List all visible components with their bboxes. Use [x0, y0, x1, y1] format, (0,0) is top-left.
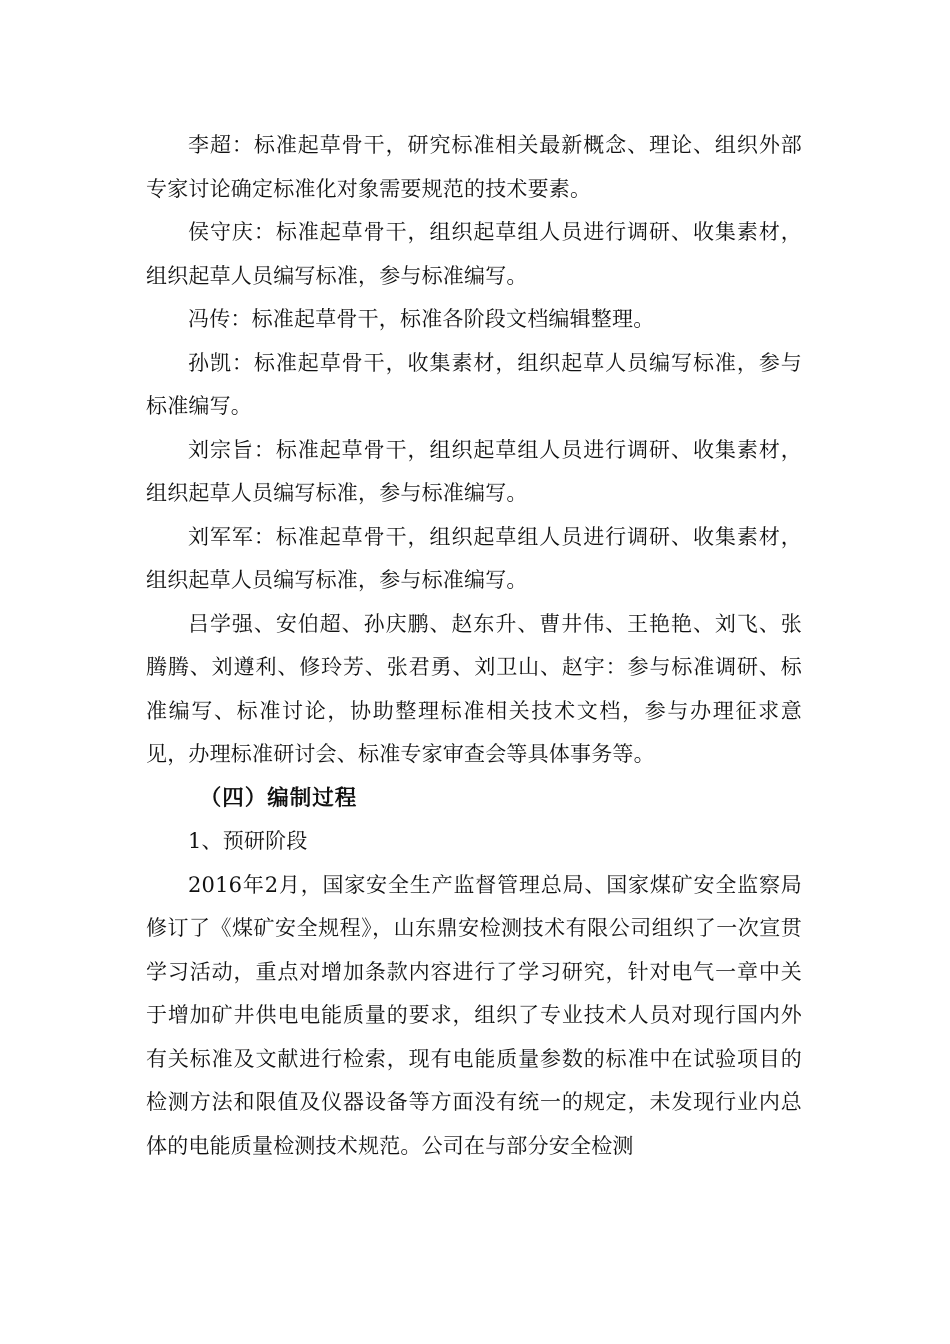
section-heading: （四）编制过程 [199, 785, 358, 811]
paragraph-feng-chuan: 冯传：标准起草骨干，标准各阶段文档编辑整理。 [188, 307, 655, 331]
paragraph-hou-shouqing: 侯守庆：标准起草骨干，组织起草组人员进行调研、收集素材，组织起草人员编写标准，参与标准编写。 [146, 220, 802, 288]
paragraph-participants: 吕学强、安伯超、孙庆鹏、赵东升、曹井伟、王艳艳、刘飞、张腾腾、刘遵利、修玲芳、张君勇、刘卫山、赵宇：参与标准调研、标准编写、标准讨论，协助整理标准相关技术文档，参与办理征求意见，办理标准研讨会、标准专家审查会等具体事务等。 [146, 611, 802, 766]
subsection-heading: 1、预研阶段 [188, 829, 308, 853]
paragraph-liu-junjun: 刘军军：标准起草骨干，组织起草组人员进行调研、收集素材，组织起草人员编写标准，参与标准编写。 [146, 524, 802, 592]
document-body [146, 124, 802, 1168]
paragraph-sun-kai: 孙凯：标准起草骨干，收集素材，组织起草人员编写标准，参与标准编写。 [146, 350, 802, 418]
paragraph-liu-zongzhi: 刘宗旨：标准起草骨干，组织起草组人员进行调研、收集素材，组织起草人员编写标准，参与标准编写。 [146, 437, 802, 505]
body-paragraph: 2016年2月，国家安全生产监督管理总局、国家煤矿安全监察局修订了《煤矿安全规程》，山东鼎安检测技术有限公司组织了一次宣贯学习活动，重点对增加条款内容进行了学习研究，针对电气一章中关于增加矿井供电电能质量的要求，组织了专业技术人员对现行国内外有关标准及文献进行检索，现有电能质量参数的标准中在试验项目的检测方法和限值及仪器设备等方面没有统一的规定，未发现行业内总体的电能质量检测技术规范。公司在与部分安全检测 [146, 872, 802, 1158]
paragraph-li-chao: 李超：标准起草骨干，研究标准相关最新概念、理论、组织外部专家讨论确定标准化对象需要规范的技术要素。 [146, 133, 802, 201]
